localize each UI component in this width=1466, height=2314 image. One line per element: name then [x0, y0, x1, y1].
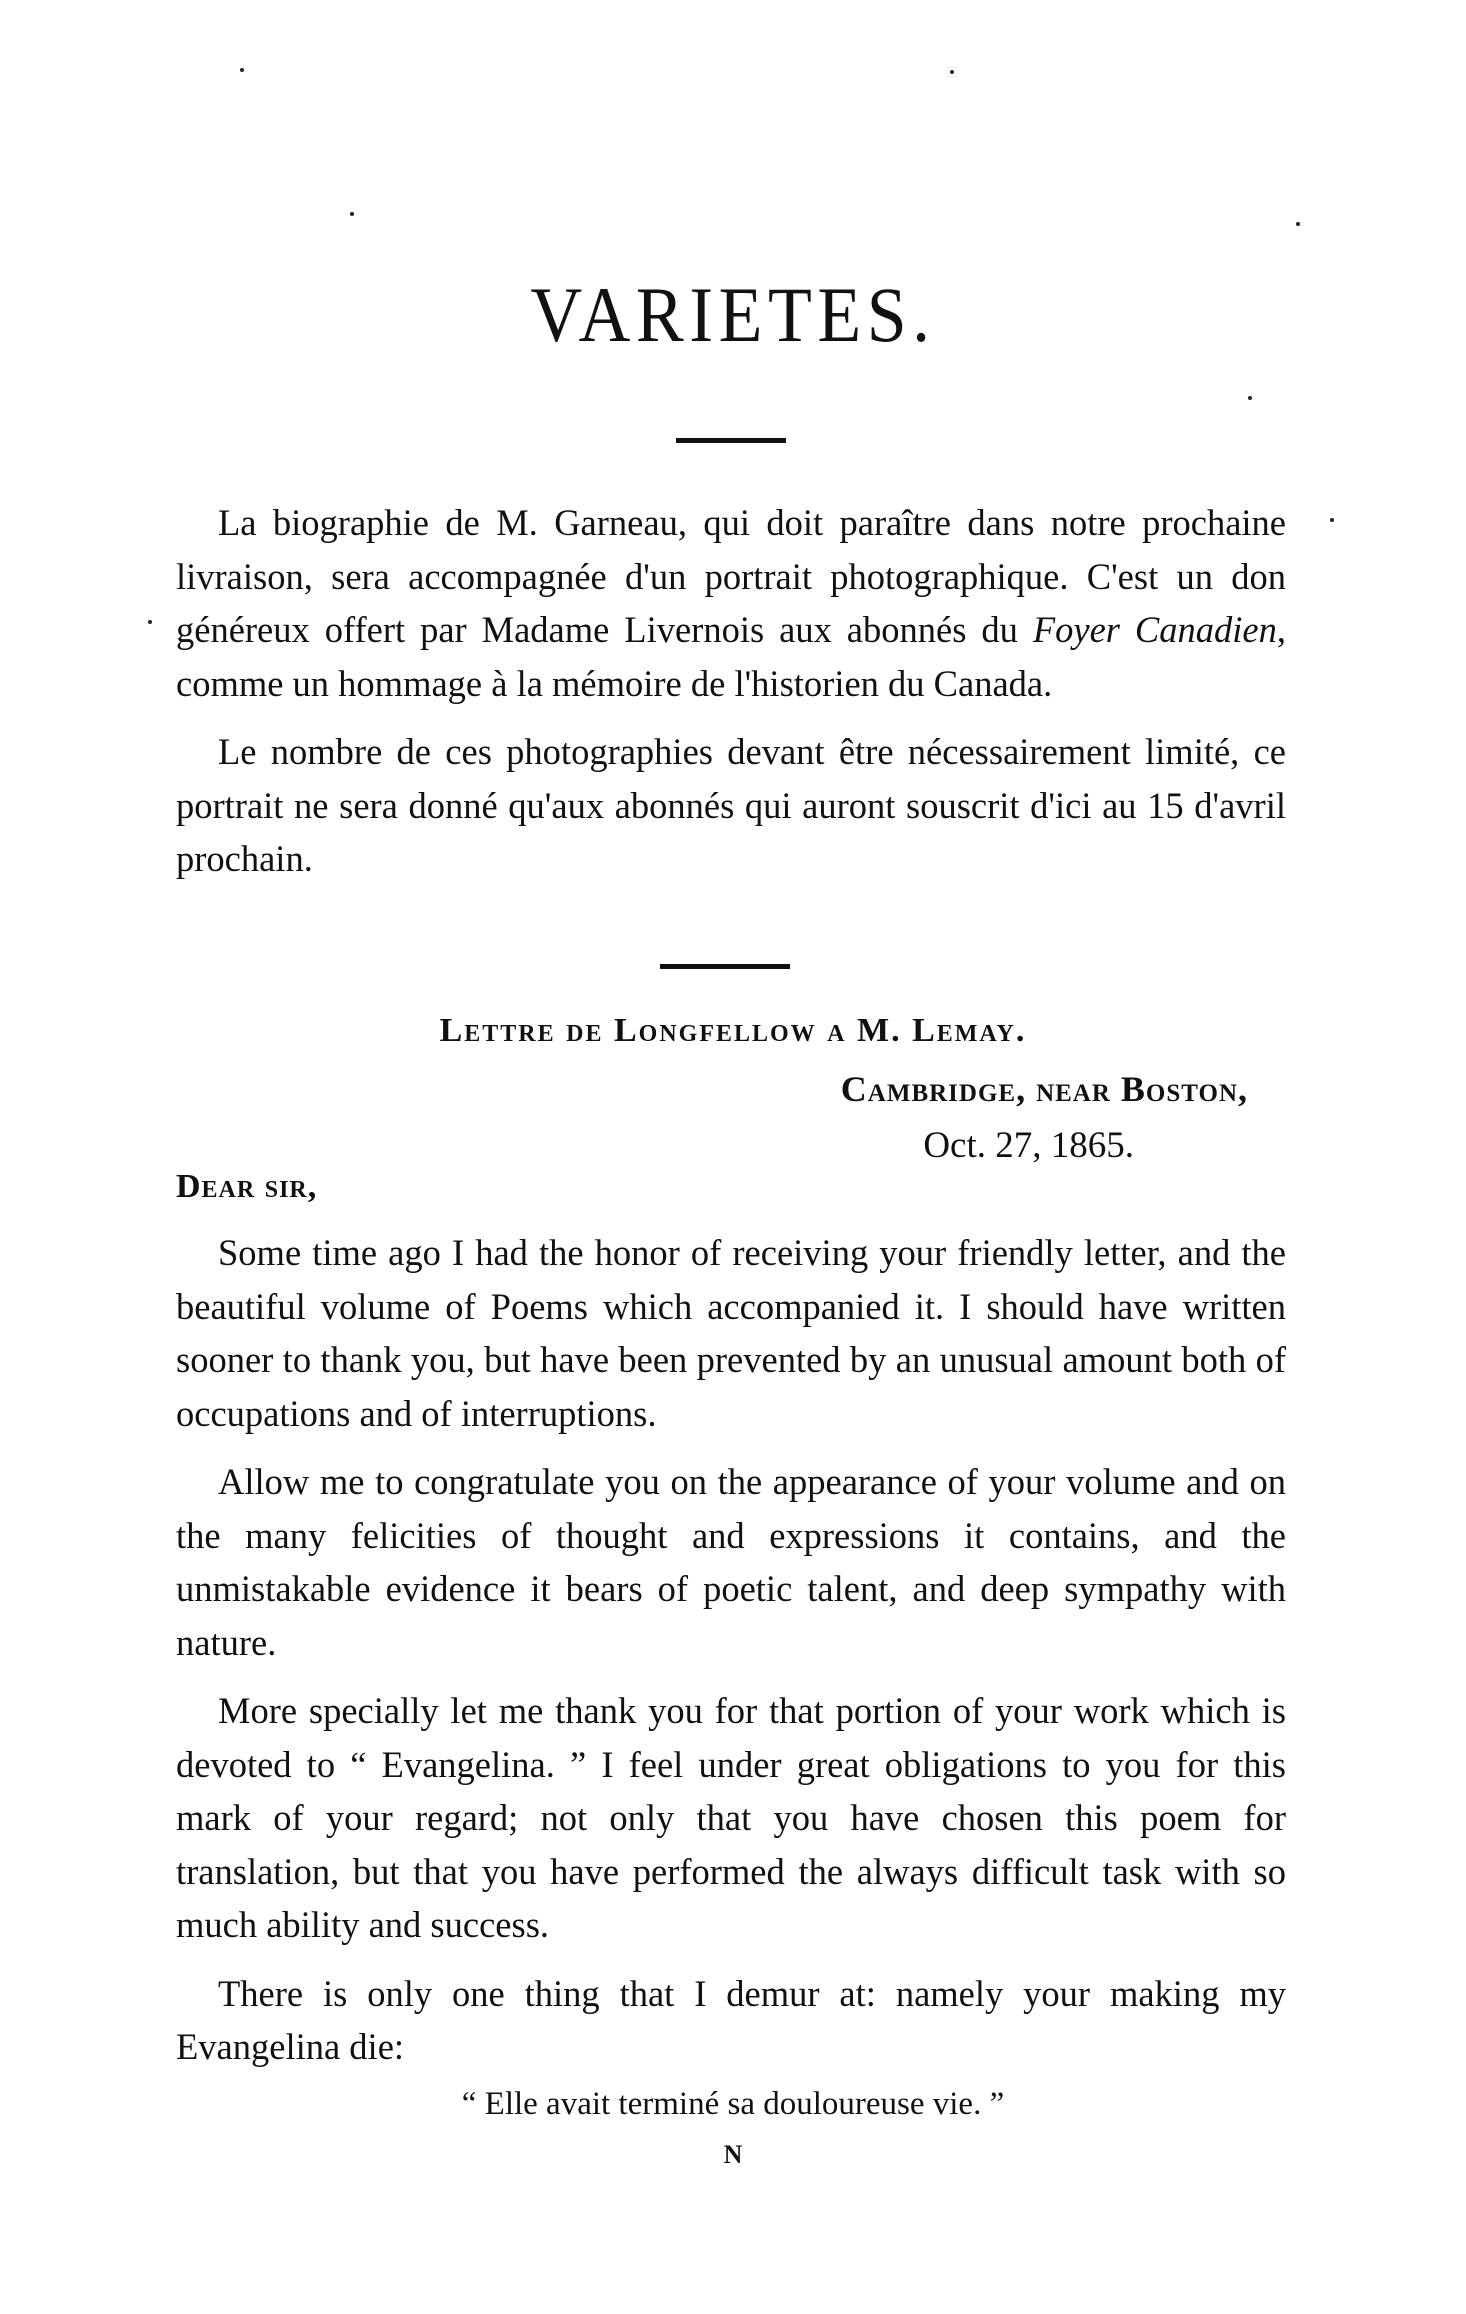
letter-body — [176, 1226, 1286, 2074]
notice-section — [176, 496, 1286, 886]
periodical-title: Foyer Canadien — [1032, 609, 1277, 650]
letter-salutation: Dear sir, — [176, 1168, 318, 1205]
quoted-line: “ Elle avait terminé sa douloureuse vie. ” — [461, 2086, 1005, 2122]
print-speck — [240, 68, 244, 72]
print-speck — [1330, 518, 1334, 522]
letter-heading: Lettre de Longfellow a M. Lemay. — [439, 1012, 1027, 1049]
letter-paragraph-1: Some time ago I had the honor of receiving your friendly letter, and the beautiful volume of Poems which accompanied it. I should have written sooner to thank you, but have been prevented by an unusual amount both of occupations and of interruptions. — [176, 1232, 1286, 1434]
print-speck — [950, 70, 954, 74]
title-divider — [676, 438, 786, 443]
notice-paragraph-1: La biographie de M. Garneau, qui doit paraître dans notre prochaine livraison, sera accompagnée d'un portrait photographique. C'est un don généreux offert par Madame Livernois aux abonnés du Foyer Canadien, comme un hommage à la mémoire de l'historien du Canada. — [176, 502, 1286, 704]
print-speck — [1248, 396, 1252, 400]
letter-place: Cambridge, near Boston, — [840, 1069, 1248, 1109]
section-divider — [660, 964, 790, 969]
letter-date: Oct. 27, 1865. — [923, 1125, 1134, 1166]
letter-paragraph-4: There is only one thing that I demur at: namely your making my Evangelina die: — [176, 1972, 1286, 2067]
letter-paragraph-3: More specially let me thank you for that portion of your work which is devoted to “ Evangelina. ” I feel under great obligations to you for this mark of your regard; not only that you have chosen this poem for translation, but that you have performed the always difficult task with so much ability and success. — [176, 1690, 1286, 1945]
signature-mark: N — [723, 2140, 743, 2169]
letter-paragraph-2: Allow me to congratulate you on the appearance of your volume and on the many felicities of thought and expressions it contains, and the unmistakable evidence it bears of poetic talent, and deep sympathy with nature. — [176, 1461, 1286, 1663]
print-speck — [1296, 222, 1300, 226]
print-speck — [350, 212, 354, 216]
print-speck — [148, 620, 152, 624]
notice-paragraph-2: Le nombre de ces photographies devant être nécessairement limité, ce portrait ne sera donné qu'aux abonnés qui auront souscrit d'ici au 15 d'avril prochain. — [176, 731, 1286, 879]
page-title: VARIETES. — [530, 271, 936, 358]
